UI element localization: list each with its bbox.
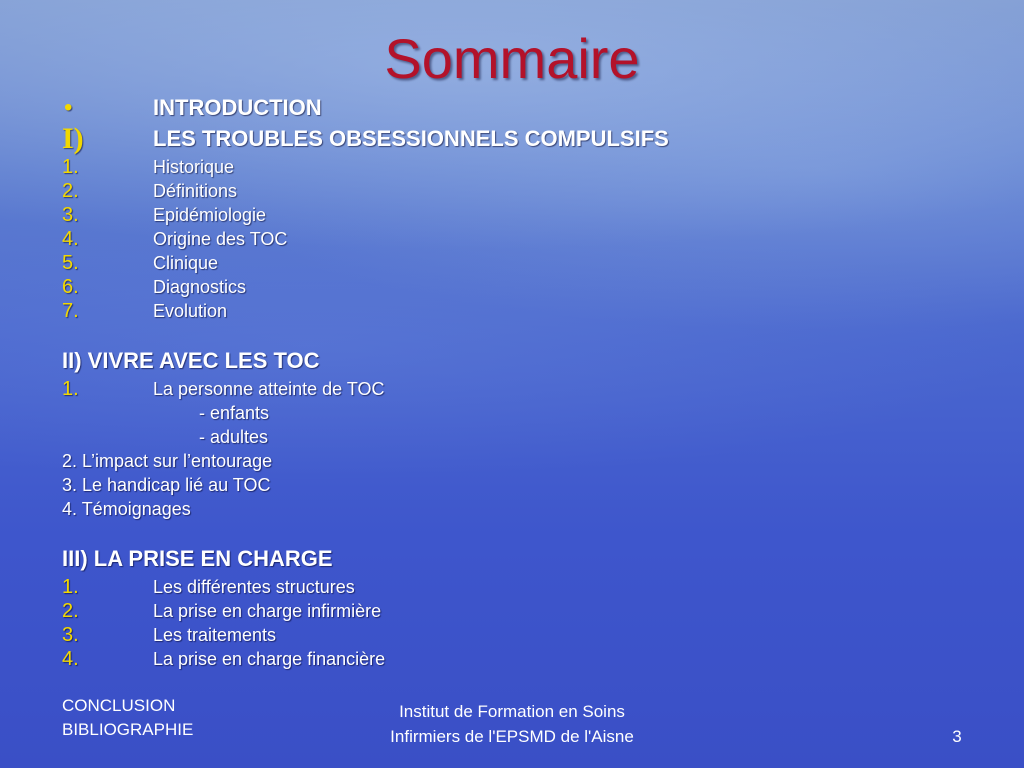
item-label: Evolution [153,301,228,321]
list-item [0,497,1024,521]
item-number: 7. [62,300,79,322]
list-item [0,203,1024,227]
part-1-marker: I) [62,122,84,155]
item-label: 2. L’impact sur l’entourage [62,451,273,471]
list-item [0,275,1024,299]
item-number: 5. [62,252,79,274]
item-label: La prise en charge infirmière [153,601,382,621]
bibliography-label: BIBLIOGRAPHIE [62,720,194,739]
list-item [0,155,1024,179]
item-label: Définitions [153,181,238,201]
item-label: Origine des TOC [153,229,288,249]
part-2-label: II) VIVRE AVEC LES TOC [62,348,320,373]
part-3-label: III) LA PRISE EN CHARGE [62,546,333,571]
slide-number: 3 [952,727,962,746]
item-label: 3. Le handicap lié au TOC [62,475,271,495]
list-item [0,227,1024,251]
sub-item-label: - adultes [199,427,269,447]
list-item [0,179,1024,203]
item-number: 6. [62,276,79,298]
toc-intro [0,96,1024,120]
item-label: La personne atteinte de TOC [153,379,385,399]
item-label: Epidémiologie [153,205,267,225]
item-label: Les différentes structures [153,577,355,597]
item-label: Diagnostics [153,277,247,297]
list-item [0,647,1024,671]
toc-part-1 [0,122,1024,155]
list-item [0,623,1024,647]
item-number: 1. [62,378,79,400]
list-item [0,473,1024,497]
item-label: 4. Témoignages [62,499,191,519]
list-item [0,449,1024,473]
footer-institution-line2: Infirmiers de l'EPSMD de l'Aisne [390,727,634,746]
item-number: 3. [62,204,79,226]
slide-title: Sommaire [384,27,640,90]
list-item [0,599,1024,623]
conclusion-label: CONCLUSION [62,696,176,715]
part-1-label: LES TROUBLES OBSESSIONNELS COMPULSIFS [153,126,669,151]
item-number: 4. [62,648,79,670]
item-number: 1. [62,156,79,178]
sub-item-label: - enfants [199,403,270,423]
item-number: 3. [62,624,79,646]
item-label: La prise en charge financière [153,649,386,669]
item-label: Historique [153,157,235,177]
list-item [0,425,1024,449]
item-number: 2. [62,180,79,202]
item-label: Les traitements [153,625,277,645]
item-label: Clinique [153,253,219,273]
list-item [0,377,1024,401]
bullet-icon: • [64,94,73,121]
list-item [0,299,1024,323]
item-number: 2. [62,600,79,622]
list-item [0,401,1024,425]
item-number: 1. [62,576,79,598]
item-number: 4. [62,228,79,250]
list-item [0,575,1024,599]
intro-label: INTRODUCTION [153,95,322,120]
list-item [0,251,1024,275]
footer-institution-line1: Institut de Formation en Soins [399,702,625,721]
